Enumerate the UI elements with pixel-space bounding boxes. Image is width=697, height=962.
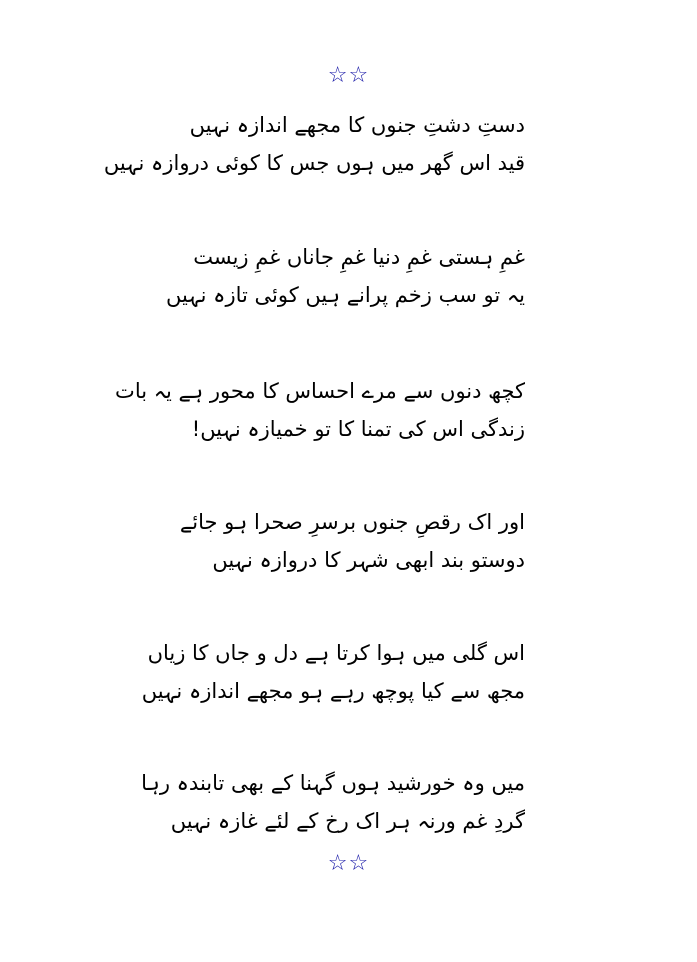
bottom-star-ornament: ☆☆ (327, 851, 370, 876)
verse-line: دستِ دشتِ جنوں کا مجھے اندازہ نہیں (189, 113, 525, 137)
verse-line: کچھ دنوں سے مرے احساس کا محور ہے یہ بات (115, 379, 525, 403)
verse-line: دوستو بند ابھی شہر کا دروازہ نہیں (212, 548, 525, 572)
stanza-4 (179, 503, 525, 579)
stanza-3 (115, 372, 525, 448)
verse-line: زندگی اس کی تمنا کا تو خمیازہ نہیں! (191, 417, 525, 441)
verse-line: گردِ غم ورنہ ہر اک رخ کے لئے غازہ نہیں (170, 809, 525, 833)
verse-line: غمِ ہستی غمِ دنیا غمِ جاناں غمِ زیست (193, 245, 525, 269)
top-star-ornament: ☆☆ (327, 63, 370, 88)
stanza-1 (103, 106, 525, 182)
verse-line: مجھ سے کیا پوچھ رہے ہو مجھے اندازہ نہیں (141, 679, 525, 703)
stanza-5 (141, 634, 525, 710)
verse-line: قید اس گھر میں ہوں جس کا کوئی دروازہ نہیں (103, 151, 525, 175)
verse-line: میں وہ خورشید ہوں گہنا کے بھی تابندہ رہا (141, 771, 525, 795)
verse-line: یہ تو سب زخم پرانے ہیں کوئی تازہ نہیں (166, 283, 525, 307)
stanza-6 (141, 764, 525, 840)
stanza-2 (166, 238, 525, 314)
verse-line: اس گلی میں ہوا کرتا ہے دل و جاں کا زیاں (147, 641, 525, 665)
verse-line: اور اک رقصِ جنوں برسرِ صحرا ہو جائے (179, 510, 525, 534)
